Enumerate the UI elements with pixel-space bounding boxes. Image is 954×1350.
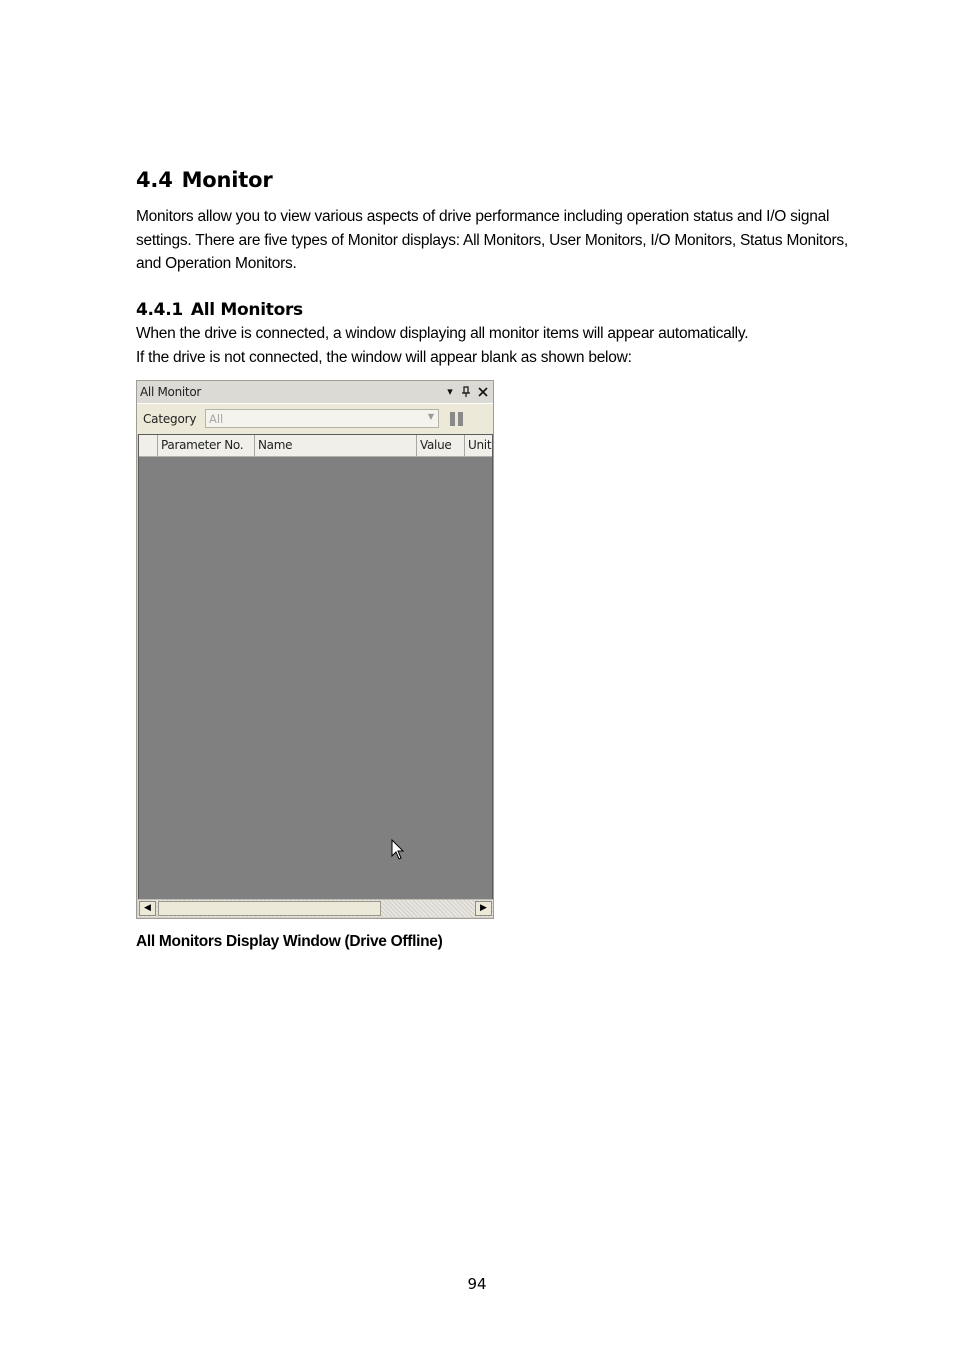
subsection-line-2: If the drive is not connected, the window will appear blank as shown below: bbox=[136, 349, 632, 366]
section-intro: Monitors allow you to view various aspects of drive performance including operation status and I/O signal settings. There are five types of Monitor displays: All Monitors, User Monitors, I/O Monitors, Status Monitors, and Operation Monitors. bbox=[136, 208, 848, 272]
grid-header bbox=[139, 435, 492, 457]
subsection-title: All Monitors bbox=[190, 300, 303, 320]
column-header-unit[interactable]: Unit bbox=[468, 438, 492, 452]
mouse-pointer-icon bbox=[391, 839, 405, 864]
pin-icon[interactable] bbox=[459, 383, 473, 400]
close-icon[interactable] bbox=[476, 383, 490, 400]
horizontal-scrollbar[interactable] bbox=[138, 899, 493, 917]
subsection-line-1: When the drive is connected, a window displaying all monitor items will appear automatically. bbox=[136, 325, 749, 342]
figure-caption: All Monitors Display Window (Drive Offline) bbox=[136, 933, 443, 950]
subsection-heading bbox=[136, 300, 303, 320]
column-header-name[interactable]: Name bbox=[255, 435, 417, 456]
chevron-down-icon: ▼ bbox=[427, 412, 434, 421]
category-toolbar bbox=[137, 403, 493, 434]
row-header-corner bbox=[139, 435, 158, 456]
category-select[interactable] bbox=[205, 409, 439, 428]
all-monitor-window bbox=[136, 380, 494, 919]
page-number: 94 bbox=[467, 1275, 487, 1293]
column-header-value[interactable]: Value bbox=[417, 435, 465, 456]
category-value: All bbox=[209, 412, 224, 426]
scrollbar-thumb[interactable] bbox=[158, 901, 381, 916]
category-label: Category bbox=[143, 412, 197, 426]
window-title: All Monitor bbox=[140, 385, 202, 399]
scroll-right-icon[interactable]: ▶ bbox=[475, 901, 492, 916]
pause-icon[interactable] bbox=[450, 411, 466, 427]
window-titlebar bbox=[137, 381, 493, 403]
column-header-parameter-no[interactable]: Parameter No. bbox=[158, 435, 255, 456]
monitor-grid bbox=[138, 434, 493, 900]
section-number: 4.4 bbox=[136, 168, 173, 192]
subsection-number: 4.4.1 bbox=[136, 300, 183, 320]
section-title: Monitor bbox=[181, 168, 273, 192]
section-heading bbox=[136, 168, 273, 192]
scroll-left-icon[interactable]: ◀ bbox=[139, 901, 156, 916]
chevron-down-icon[interactable]: ▾ bbox=[447, 385, 453, 398]
